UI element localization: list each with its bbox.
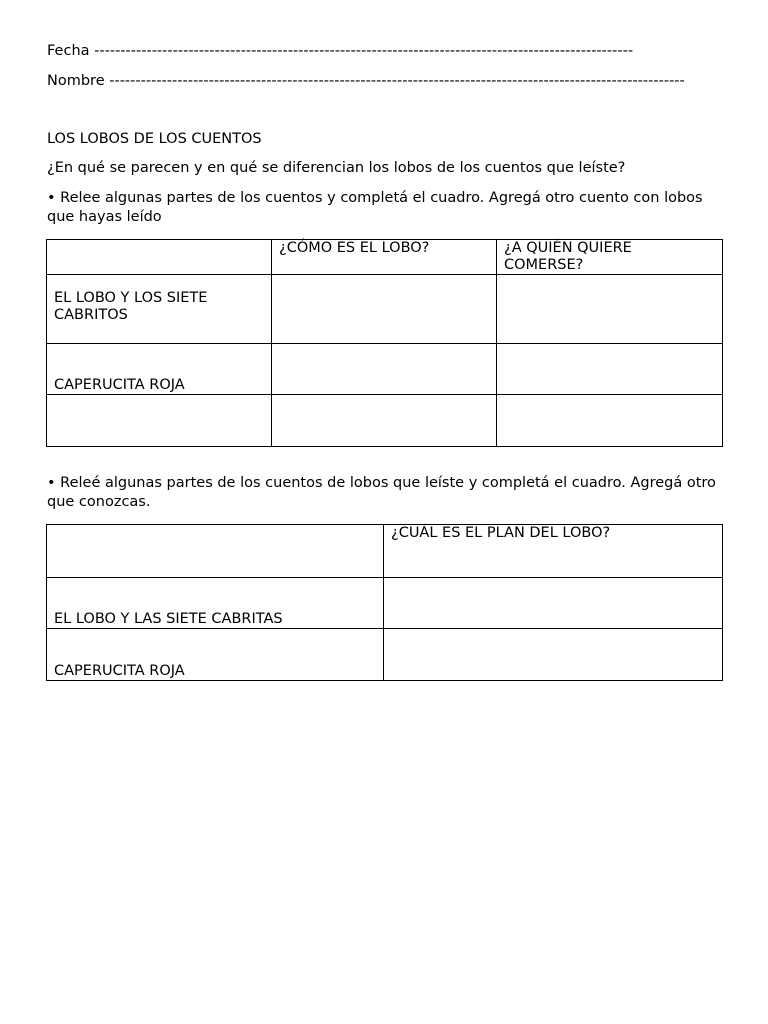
nombre-blank[interactable]: -------------------------------------------------------------------------------------------------------------- bbox=[109, 73, 685, 89]
table-answer-cell[interactable] bbox=[497, 395, 723, 447]
table-answer-cell[interactable] bbox=[272, 344, 497, 395]
table-header-row bbox=[47, 240, 723, 275]
table-answer-cell[interactable] bbox=[384, 578, 723, 629]
table-answer-cell[interactable] bbox=[497, 344, 723, 395]
instruction-1: • Relee algunas partes de los cuentos y completá el cuadro. Agregá otro cuento con lobos que hayas leído bbox=[47, 190, 703, 225]
table-header-cell bbox=[47, 525, 384, 578]
nombre-line bbox=[47, 73, 685, 89]
wolves-table-2 bbox=[46, 524, 723, 681]
table-row-label: EL LOBO Y LAS SIETE CABRITAS bbox=[47, 578, 384, 629]
fecha-label: Fecha bbox=[47, 43, 90, 59]
question-text: ¿En qué se parecen y en qué se diferencian los lobos de los cuentos que leíste? bbox=[47, 160, 626, 176]
nombre-label: Nombre bbox=[47, 73, 105, 89]
table-row bbox=[47, 275, 723, 344]
table-answer-cell[interactable] bbox=[272, 395, 497, 447]
table-answer-cell[interactable] bbox=[272, 275, 497, 344]
table-row-label: EL LOBO Y LOS SIETE CABRITOS bbox=[47, 275, 272, 344]
wolves-table-1 bbox=[46, 239, 723, 447]
table-answer-cell[interactable] bbox=[497, 275, 723, 344]
table-row-label: CAPERUCITA ROJA bbox=[47, 344, 272, 395]
table-header-row bbox=[47, 525, 723, 578]
table-header-cell: ¿CÓMO ES EL LOBO? bbox=[272, 240, 497, 275]
table-row bbox=[47, 629, 723, 681]
table-header-cell bbox=[47, 240, 272, 275]
table-row bbox=[47, 344, 723, 395]
table-row-label: CAPERUCITA ROJA bbox=[47, 629, 384, 681]
table-header-cell: ¿CUÁL ES EL PLAN DEL LOBO? bbox=[384, 525, 723, 578]
page-title: LOS LOBOS DE LOS CUENTOS bbox=[47, 131, 262, 147]
table-row bbox=[47, 578, 723, 629]
table-row-label[interactable] bbox=[47, 395, 272, 447]
fecha-line bbox=[47, 43, 633, 59]
instruction-2: • Releé algunas partes de los cuentos de lobos que leíste y completá el cuadro. Agregá otro que conozcas. bbox=[47, 475, 716, 510]
table-answer-cell[interactable] bbox=[384, 629, 723, 681]
table-row bbox=[47, 395, 723, 447]
table-header-cell: ¿A QUIÉN QUIERE COMERSE? bbox=[497, 240, 723, 275]
fecha-blank[interactable]: ------------------------------------------------------------------------------------------------------- bbox=[94, 43, 634, 59]
